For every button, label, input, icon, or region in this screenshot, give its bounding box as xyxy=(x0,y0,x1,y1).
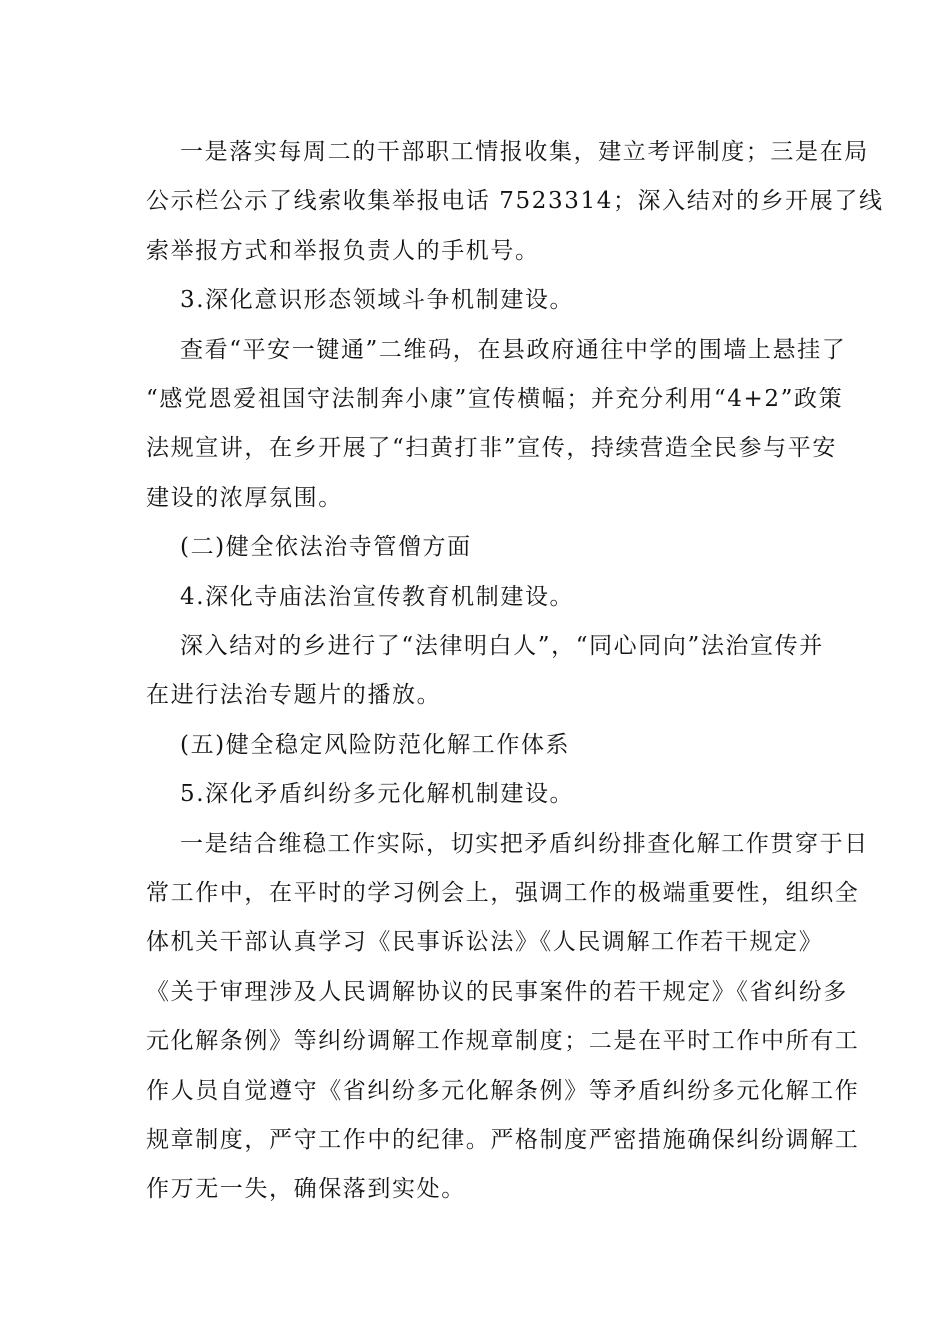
paragraph-line: 作人员自觉遵守《省纠纷多元化解条例》等矛盾纠纷多元化解工作 xyxy=(146,1077,860,1104)
paragraph-line: 索举报方式和举报负责人的手机号。 xyxy=(146,237,540,264)
paragraph-line: 查看“平安一键通”二维码，在县政府通往中学的围墙上悬挂了 xyxy=(180,336,847,363)
paragraph-line: 作万无一失，确保落到实处。 xyxy=(146,1176,466,1203)
section-heading: (二)健全依法治寺管僧方面 xyxy=(180,534,472,561)
section-heading: 4.深化寺庙法治宣传教育机制建设。 xyxy=(180,583,575,610)
paragraph-line: 常工作中，在平时的学习例会上，强调工作的极端重要性，组织全 xyxy=(146,880,860,906)
section-heading: 3.深化意识形态领域斗争机制建设。 xyxy=(180,287,575,314)
paragraph-line: 元化解条例》等纠纷调解工作规章制度；二是在平时工作中所有工 xyxy=(146,1028,860,1055)
paragraph-line: 深入结对的乡进行了“法律明白人”，“同心同向”法治宣传并 xyxy=(180,633,824,659)
paragraph-line: 法规宣讲，在乡开展了“扫黄打非”宣传，持续营造全民参与平安 xyxy=(146,435,837,462)
paragraph-line: 一是结合维稳工作实际，切实把矛盾纠纷排查化解工作贯穿于日 xyxy=(180,830,869,857)
paragraph-line: 在进行法治专题片的播放。 xyxy=(146,682,442,709)
section-heading: (五)健全稳定风险防范化解工作体系 xyxy=(180,731,571,758)
paragraph-line: 规章制度，严守工作中的纪律。严格制度严密措施确保纠纷调解工 xyxy=(146,1127,860,1153)
paragraph-line: 一是落实每周二的干部职工情报收集，建立考评制度；三是在局 xyxy=(180,139,869,165)
paragraph-line: 体机关干部认真学习《民事诉讼法》《人民调解工作若干规定》 xyxy=(146,929,824,956)
paragraph-line: “感党恩爱祖国守法制奔小康”宣传横幅；并充分利用“4+2”政策 xyxy=(146,386,844,412)
section-heading: 5.深化矛盾纠纷多元化解机制建设。 xyxy=(180,781,575,808)
paragraph-line: 公示栏公示了线索收集举报电话 7523314；深入结对的乡开展了线 xyxy=(146,188,884,215)
paragraph-line: 建设的浓厚氛围。 xyxy=(146,484,343,511)
paragraph-line: 《关于审理涉及人民调解协议的民事案件的若干规定》《省纠纷多 xyxy=(146,978,848,1005)
